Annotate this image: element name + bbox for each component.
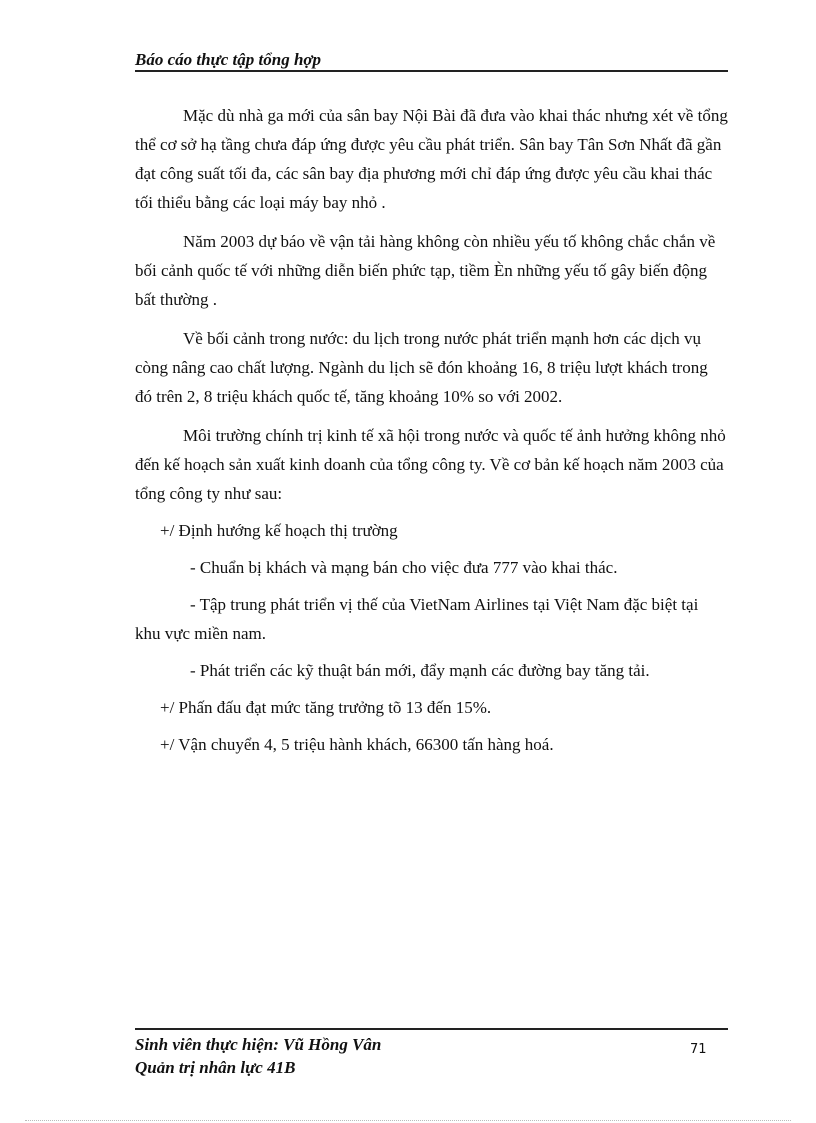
paragraph-domestic-context: Về bối cảnh trong nước: du lịch trong nước phát triển mạnh hơn các dịch vụ còng nâng cao chất lượng. Ngành du lịch sẽ đón khoảng 16, 8 triệu lượt khách trong đó trên 2, 8 triệu khách quốc tế, tăng khoảng 10% so với 2002.	[135, 329, 708, 406]
paragraph-2003-forecast: Năm 2003 dự báo về vận tải hàng không còn nhiều yếu tố không chắc chắn về bối cảnh quốc tế với những diễn biến phức tạp, tiềm Èn những yếu tố gây biến động bất thường .	[135, 232, 716, 309]
page-bottom-border	[25, 1120, 791, 1121]
footer-student: Sinh viên thực hiện: Vũ Hồng Vân	[135, 1035, 382, 1054]
footer-rule	[135, 1028, 728, 1030]
header-rule	[135, 70, 728, 72]
footer-class: Quản trị nhân lực 41B	[135, 1058, 296, 1077]
plan-item-transport: +/ Vận chuyển 4, 5 triệu hành khách, 66300 tấn hàng hoá.	[160, 735, 554, 754]
plan-subitem-777: - Chuẩn bị khách và mạng bán cho việc đưa 777 vào khai thác.	[190, 558, 618, 577]
header-title: Báo cáo thực tập tổng hợp	[135, 50, 322, 69]
page-number: 71	[690, 1042, 707, 1057]
plan-subitem-sales: - Phát triển các kỹ thuật bán mới, đẩy mạnh các đường bay tăng tải.	[190, 661, 650, 680]
plan-item-market: +/ Định hướng kế hoạch thị trường	[160, 521, 398, 540]
plan-item-growth: +/ Phấn đấu đạt mức tăng trưởng tõ 13 đến 15%.	[160, 698, 492, 717]
paragraph-environment: Môi trường chính trị kinh tế xã hội trong nước và quốc tế ảnh hưởng không nhỏ đến kế hoạch sản xuất kinh doanh của tổng công ty. Về cơ bản kế hoạch năm 2003 của tổng công ty như sau:	[135, 426, 726, 503]
document-body	[135, 101, 728, 767]
plan-subitem-position: - Tập trung phát triển vị thế của VietNam Airlines tại Việt Nam đặc biệt tại khu vực miền nam.	[135, 595, 699, 643]
paragraph-airport-infrastructure: Mặc dù nhà ga mới của sân bay Nội Bài đã đưa vào khai thác nhưng xét về tổng thể cơ sở hạ tầng chưa đáp ứng được yêu cầu phát triển. Sân bay Tân Sơn Nhất đã gần đạt công suất tối đa, các sân bay địa phương mới chỉ đáp ứng được yêu cầu khai thác tối thiểu bằng các loại máy bay nhỏ .	[135, 106, 728, 212]
